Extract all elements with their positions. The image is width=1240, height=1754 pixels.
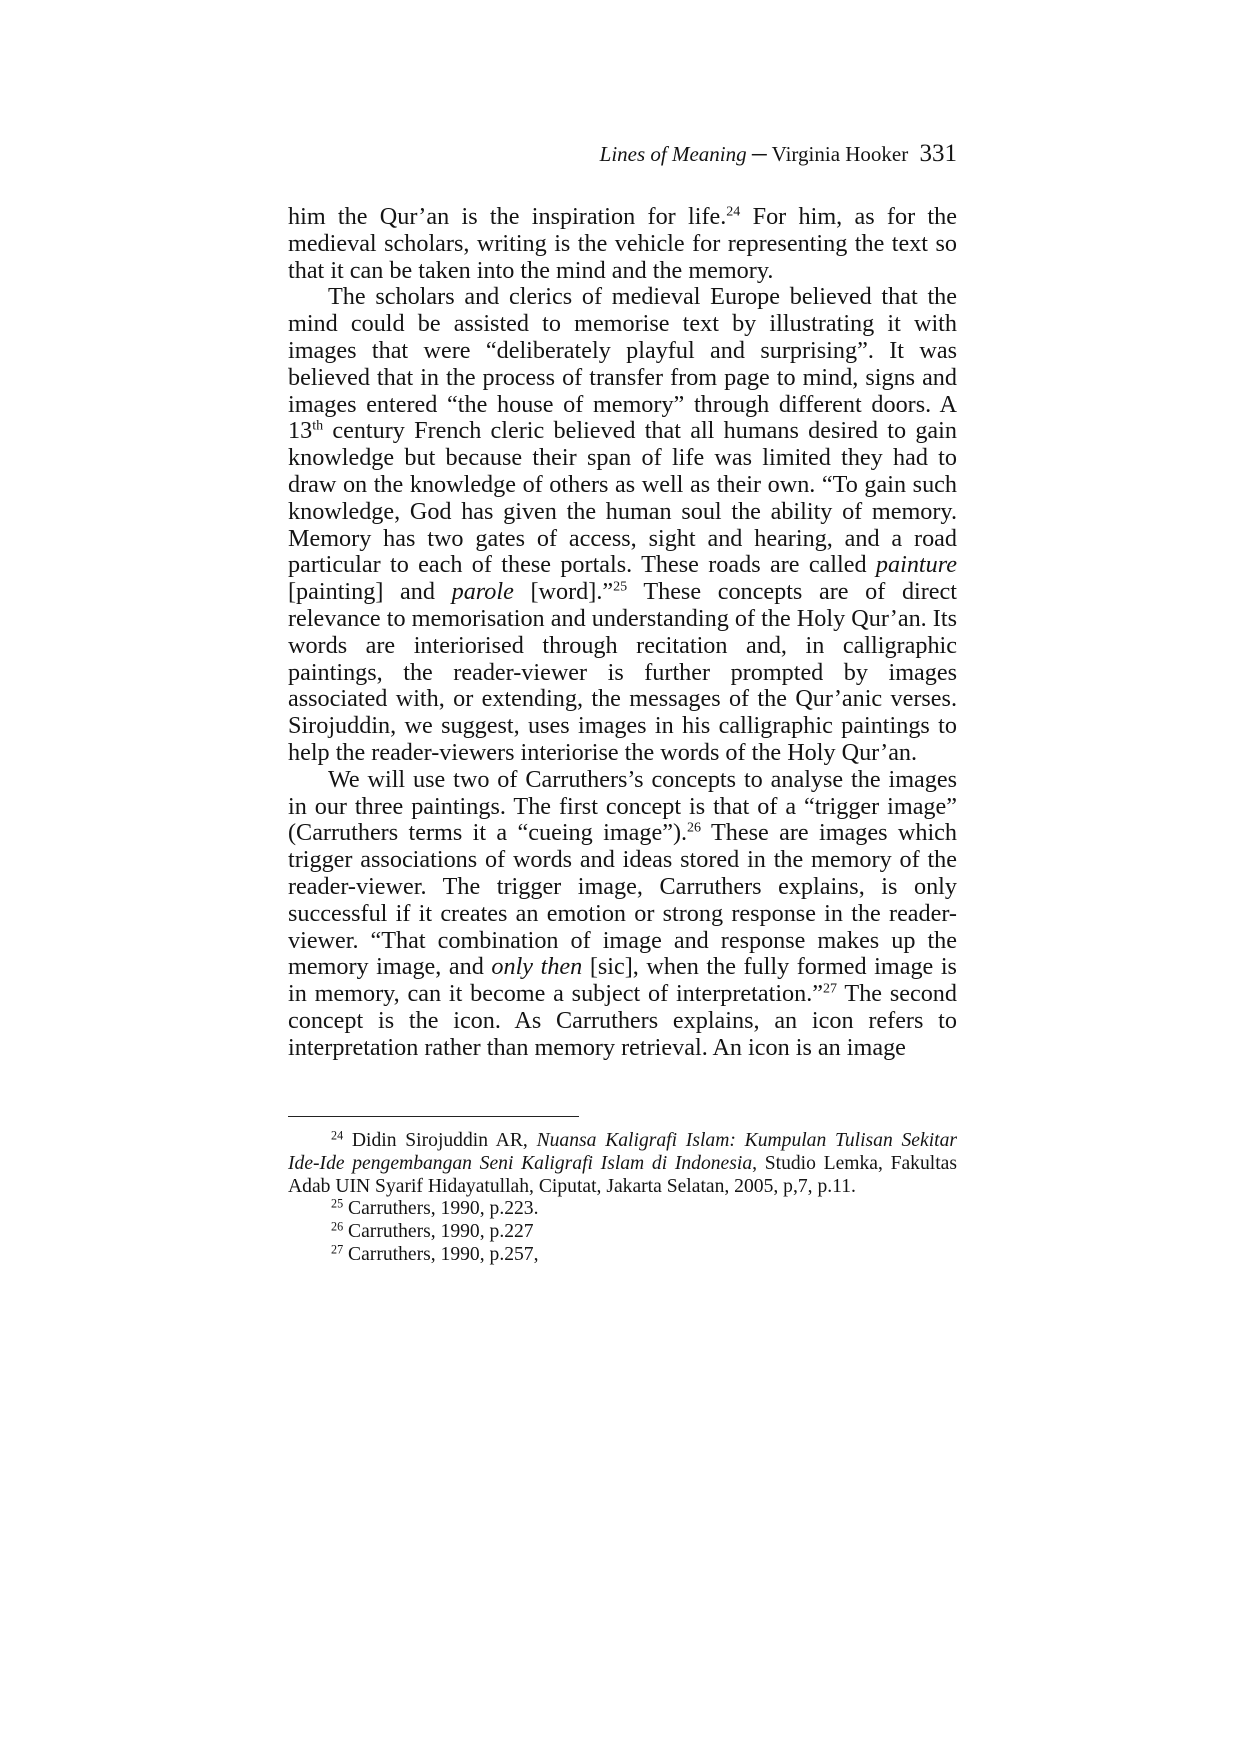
footnote-ref-25[interactable]: 25 <box>613 578 628 595</box>
term-parole: parole <box>451 578 514 606</box>
footnote-ref-26[interactable]: 26 <box>687 819 702 836</box>
body-text <box>288 204 957 1062</box>
emphasis-only-then: only then <box>491 953 583 981</box>
page-number: 331 <box>919 140 957 167</box>
ordinal-suffix: th <box>312 417 324 434</box>
paragraph-3: We will use two of Carruthers’s concepts to analyse the images in our three paintings. The first concept is that of a “trigger image” (Carruthers terms it a “cueing image”).$^{26}$ These are images which trigger associations of words and ideas stored in the memory of the reader-viewer. The trigger image, Carruthers explains, is only successful if it creates an emotion or strong response in the reader-viewer. “That combination of image and response makes up the memory image, and only then [sic], when the fully formed image is in memory, can it become a subject of interpretation.”$^{27}$ The second concept is the icon. As Carruthers explains, an icon refers to interpretation rather than memory retrieval. An icon is an image <box>288 765 957 1061</box>
footnote-ref-24[interactable]: 24 <box>726 203 741 220</box>
footnote-24: $^{24}$ Didin Sirojuddin AR, Nuansa Kaligrafi Islam: Kumpulan Tulisan Sekitar Ide-Ide pengembangan Seni Kaligrafi Islam di Indonesia, Studio Lemka, Fakultas Adab UIN Syarif Hidayatullah, Ciputat, Jakarta Selatan, 2005, p,7, p.11. <box>288 1128 957 1197</box>
paragraph-1: him the Qur’an is the inspiration for life.$^{24}$ For him, as for the medieval scholars, writing is the vehicle for representing the text so that it can be taken into the mind and the memory. <box>288 203 957 284</box>
footnote-divider <box>288 1116 579 1117</box>
footnote-ref-27[interactable]: 27 <box>823 980 838 997</box>
running-header <box>596 140 957 168</box>
footnote-26: $^{26}$ Carruthers, 1990, p.227 <box>331 1219 534 1243</box>
footnote-27: $^{27}$ Carruthers, 1990, p.257, <box>331 1242 539 1265</box>
term-painture: painture <box>875 551 957 579</box>
paragraph-2: The scholars and clerics of medieval Europe believed that the mind could be assisted to memorise text by illustrating it with images that were “deliberately playful and surprising”. It was believed that in the process of transfer from page to mind, signs and images entered “the house of memory” through different doors. A 13th century French cleric believed that all humans desired to gain knowledge but because their span of life was limited they had to draw on the knowledge of others as well as their own. “To gain such knowledge, God has given the human soul the ability of memory. Memory has two gates of access, sight and hearing, and a road particular to each of these portals. These roads are called painture [painting] and parole [word].”$^{25}$ These concepts are of direct relevance to memorisation and understanding of the Holy Qur’an. Its words are interiorised through recitation and, in calligraphic paintings, the reader-viewer is further prompted by images associated with, or extending, the messages of the Qur’anic verses. Sirojuddin, we suggest, uses images in his calligraphic paintings to help the reader-viewers interiorise the words of the Holy Qur’an. <box>288 283 957 766</box>
running-title: Lines of Meaning <box>599 142 747 166</box>
footnote-25: $^{25}$ Carruthers, 1990, p.223. <box>331 1196 539 1220</box>
header-separator: ─ <box>751 142 767 166</box>
footnote-24-title: Nuansa Kaligrafi Islam: Kumpulan Tulisan Sekitar Ide-Ide pengembangan Seni Kaligrafi Islam di Indonesia <box>288 1130 957 1174</box>
running-author: Virginia Hooker <box>771 142 909 166</box>
footnotes <box>288 1130 957 1267</box>
